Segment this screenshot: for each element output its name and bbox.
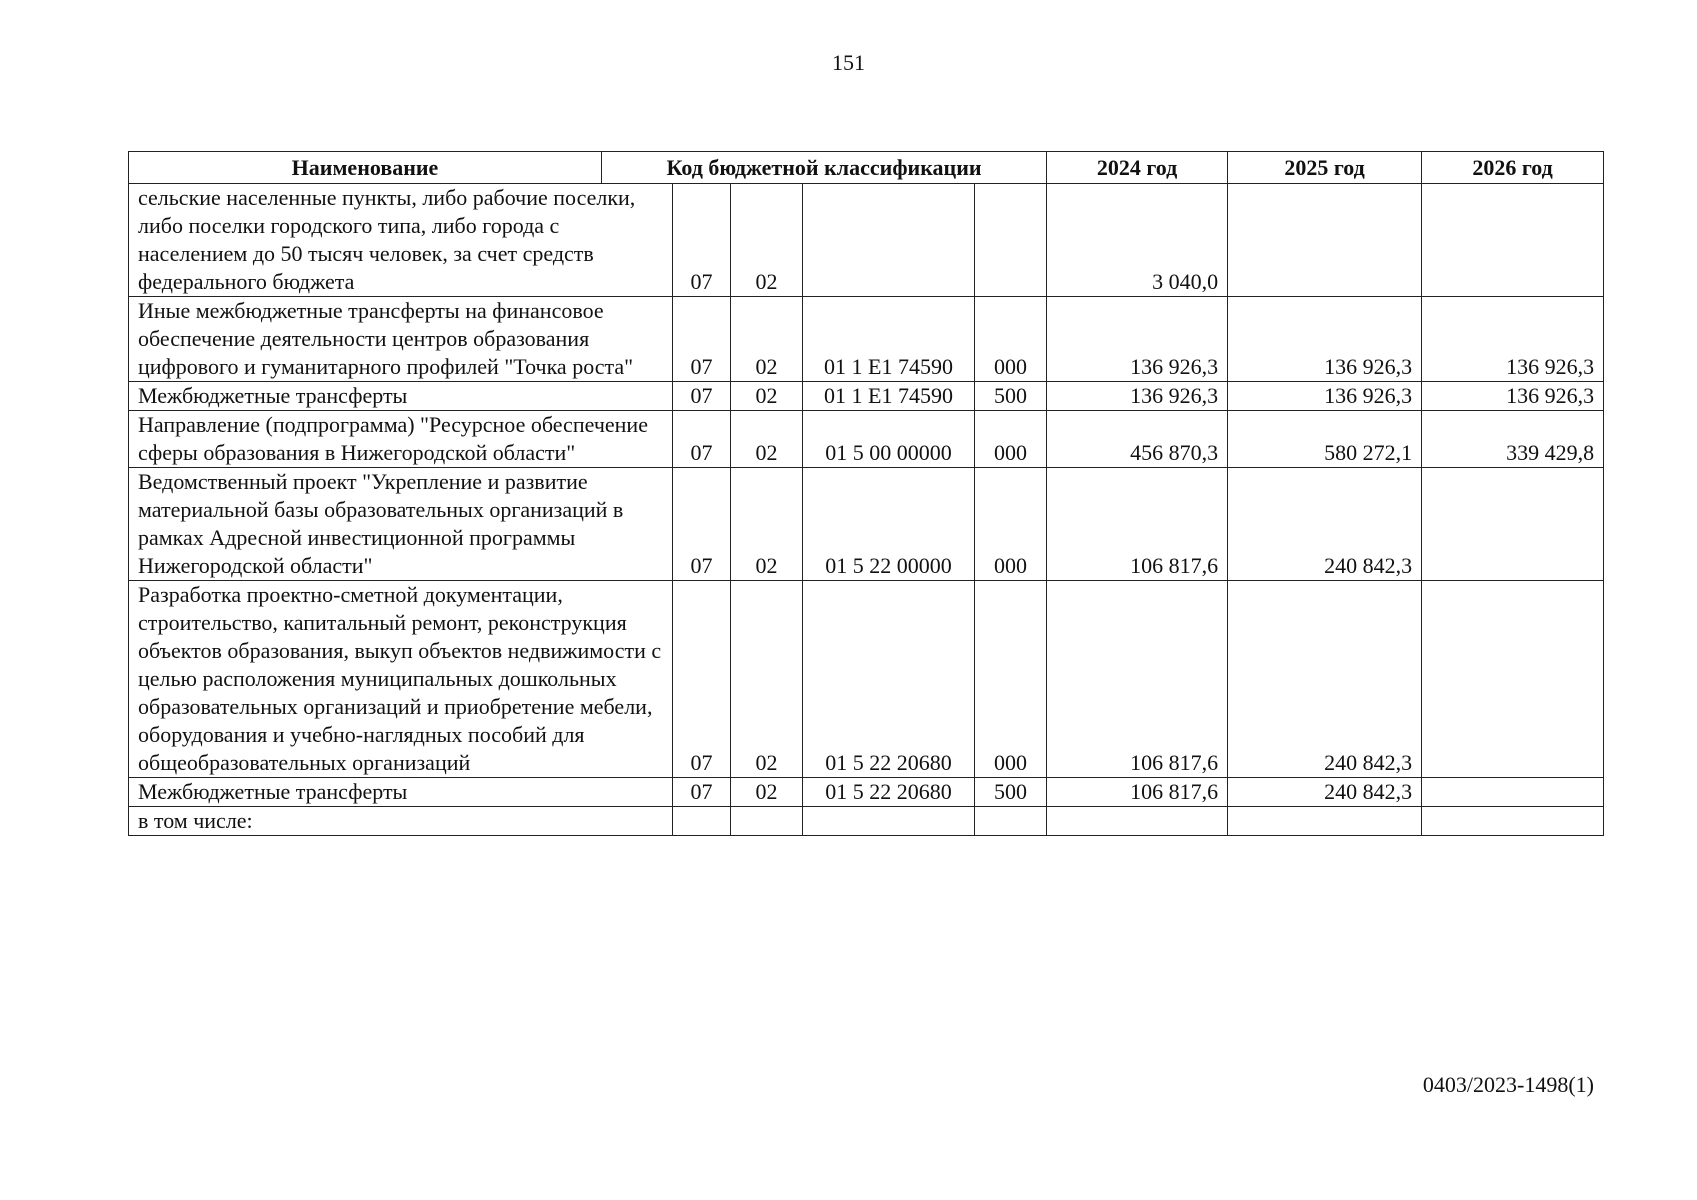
table-header-row xyxy=(129,152,1604,184)
cell-2025: 240 842,3 xyxy=(1228,778,1422,807)
cell-section: 07 xyxy=(673,581,731,778)
cell-2024: 136 926,3 xyxy=(1047,297,1228,382)
cell-2025: 240 842,3 xyxy=(1228,468,1422,581)
cell-subsection: 02 xyxy=(731,581,803,778)
cell-target-article xyxy=(803,184,975,297)
table-row xyxy=(129,468,1604,581)
cell-name: Иные межбюджетные трансферты на финансовое обеспечение деятельности центров образования цифрового и гуманитарного профилей "Точка роста" xyxy=(129,297,673,382)
cell-section: 07 xyxy=(673,297,731,382)
cell-2026 xyxy=(1422,468,1604,581)
cell-name: Направление (подпрограмма) "Ресурсное обеспечение сферы образования в Нижегородской области" xyxy=(129,411,673,468)
cell-section: 07 xyxy=(673,778,731,807)
table-row xyxy=(129,807,1604,836)
cell-expense-type: 000 xyxy=(975,581,1047,778)
cell-2025 xyxy=(1228,807,1422,836)
table-row xyxy=(129,581,1604,778)
cell-2026 xyxy=(1422,807,1604,836)
cell-section xyxy=(673,807,731,836)
cell-subsection: 02 xyxy=(731,778,803,807)
cell-2024: 3 040,0 xyxy=(1047,184,1228,297)
cell-target-article: 01 5 22 20680 xyxy=(803,778,975,807)
table-row xyxy=(129,778,1604,807)
cell-2026 xyxy=(1422,581,1604,778)
cell-2024: 136 926,3 xyxy=(1047,382,1228,411)
header-2024: 2024 год xyxy=(1047,152,1228,184)
cell-expense-type: 000 xyxy=(975,468,1047,581)
cell-2026: 136 926,3 xyxy=(1422,297,1604,382)
table-row xyxy=(129,184,1604,297)
cell-name: Разработка проектно-сметной документации, строительство, капитальный ремонт, реконструкция объектов образования, выкуп объектов недвижимости с целью расположения муниципальных дошкольных образовательных организаций и приобретение мебели, оборудования и учебно-наглядных пособий для общеобразовательных организаций xyxy=(129,581,673,778)
cell-2026 xyxy=(1422,184,1604,297)
cell-2024: 106 817,6 xyxy=(1047,468,1228,581)
cell-name: Межбюджетные трансферты xyxy=(129,778,673,807)
cell-expense-type xyxy=(975,807,1047,836)
cell-expense-type: 000 xyxy=(975,297,1047,382)
cell-2024: 106 817,6 xyxy=(1047,778,1228,807)
cell-expense-type: 500 xyxy=(975,382,1047,411)
cell-target-article: 01 5 22 20680 xyxy=(803,581,975,778)
cell-subsection: 02 xyxy=(731,382,803,411)
cell-2025 xyxy=(1228,184,1422,297)
document-number: 0403/2023-1498(1) xyxy=(1422,1072,1594,1097)
cell-2026: 339 429,8 xyxy=(1422,411,1604,468)
cell-subsection: 02 xyxy=(731,468,803,581)
header-2025: 2025 год xyxy=(1228,152,1422,184)
cell-2024 xyxy=(1047,807,1228,836)
cell-section: 07 xyxy=(673,184,731,297)
table-row xyxy=(129,411,1604,468)
cell-target-article: 01 1 E1 74590 xyxy=(803,297,975,382)
cell-2026: 136 926,3 xyxy=(1422,382,1604,411)
table-row xyxy=(129,382,1604,411)
cell-2024: 106 817,6 xyxy=(1047,581,1228,778)
cell-target-article: 01 1 E1 74590 xyxy=(803,382,975,411)
cell-expense-type xyxy=(975,184,1047,297)
cell-2025: 136 926,3 xyxy=(1228,382,1422,411)
header-name: Наименование xyxy=(129,152,602,184)
cell-subsection: 02 xyxy=(731,297,803,382)
cell-2024: 456 870,3 xyxy=(1047,411,1228,468)
cell-expense-type: 500 xyxy=(975,778,1047,807)
cell-name: в том числе: xyxy=(129,807,673,836)
cell-2025: 580 272,1 xyxy=(1228,411,1422,468)
cell-name: Межбюджетные трансферты xyxy=(129,382,673,411)
cell-name: Ведомственный проект "Укрепление и развитие материальной базы образовательных организаций в рамках Адресной инвестиционной программы Нижегородской области" xyxy=(129,468,673,581)
cell-2026 xyxy=(1422,778,1604,807)
cell-target-article xyxy=(803,807,975,836)
table-row xyxy=(129,297,1604,382)
cell-target-article: 01 5 00 00000 xyxy=(803,411,975,468)
page-number: 151 xyxy=(832,50,865,75)
cell-2025: 240 842,3 xyxy=(1228,581,1422,778)
cell-section: 07 xyxy=(673,468,731,581)
cell-expense-type: 000 xyxy=(975,411,1047,468)
cell-subsection: 02 xyxy=(731,411,803,468)
cell-subsection: 02 xyxy=(731,184,803,297)
cell-section: 07 xyxy=(673,382,731,411)
cell-2025: 136 926,3 xyxy=(1228,297,1422,382)
budget-table xyxy=(128,151,1604,836)
cell-section: 07 xyxy=(673,411,731,468)
cell-name: сельские населенные пункты, либо рабочие поселки, либо поселки городского типа, либо города с населением до 50 тысяч человек, за счет средств федерального бюджета xyxy=(129,184,673,297)
header-2026: 2026 год xyxy=(1422,152,1604,184)
header-code: Код бюджетной классификации xyxy=(602,152,1047,184)
cell-target-article: 01 5 22 00000 xyxy=(803,468,975,581)
cell-subsection xyxy=(731,807,803,836)
